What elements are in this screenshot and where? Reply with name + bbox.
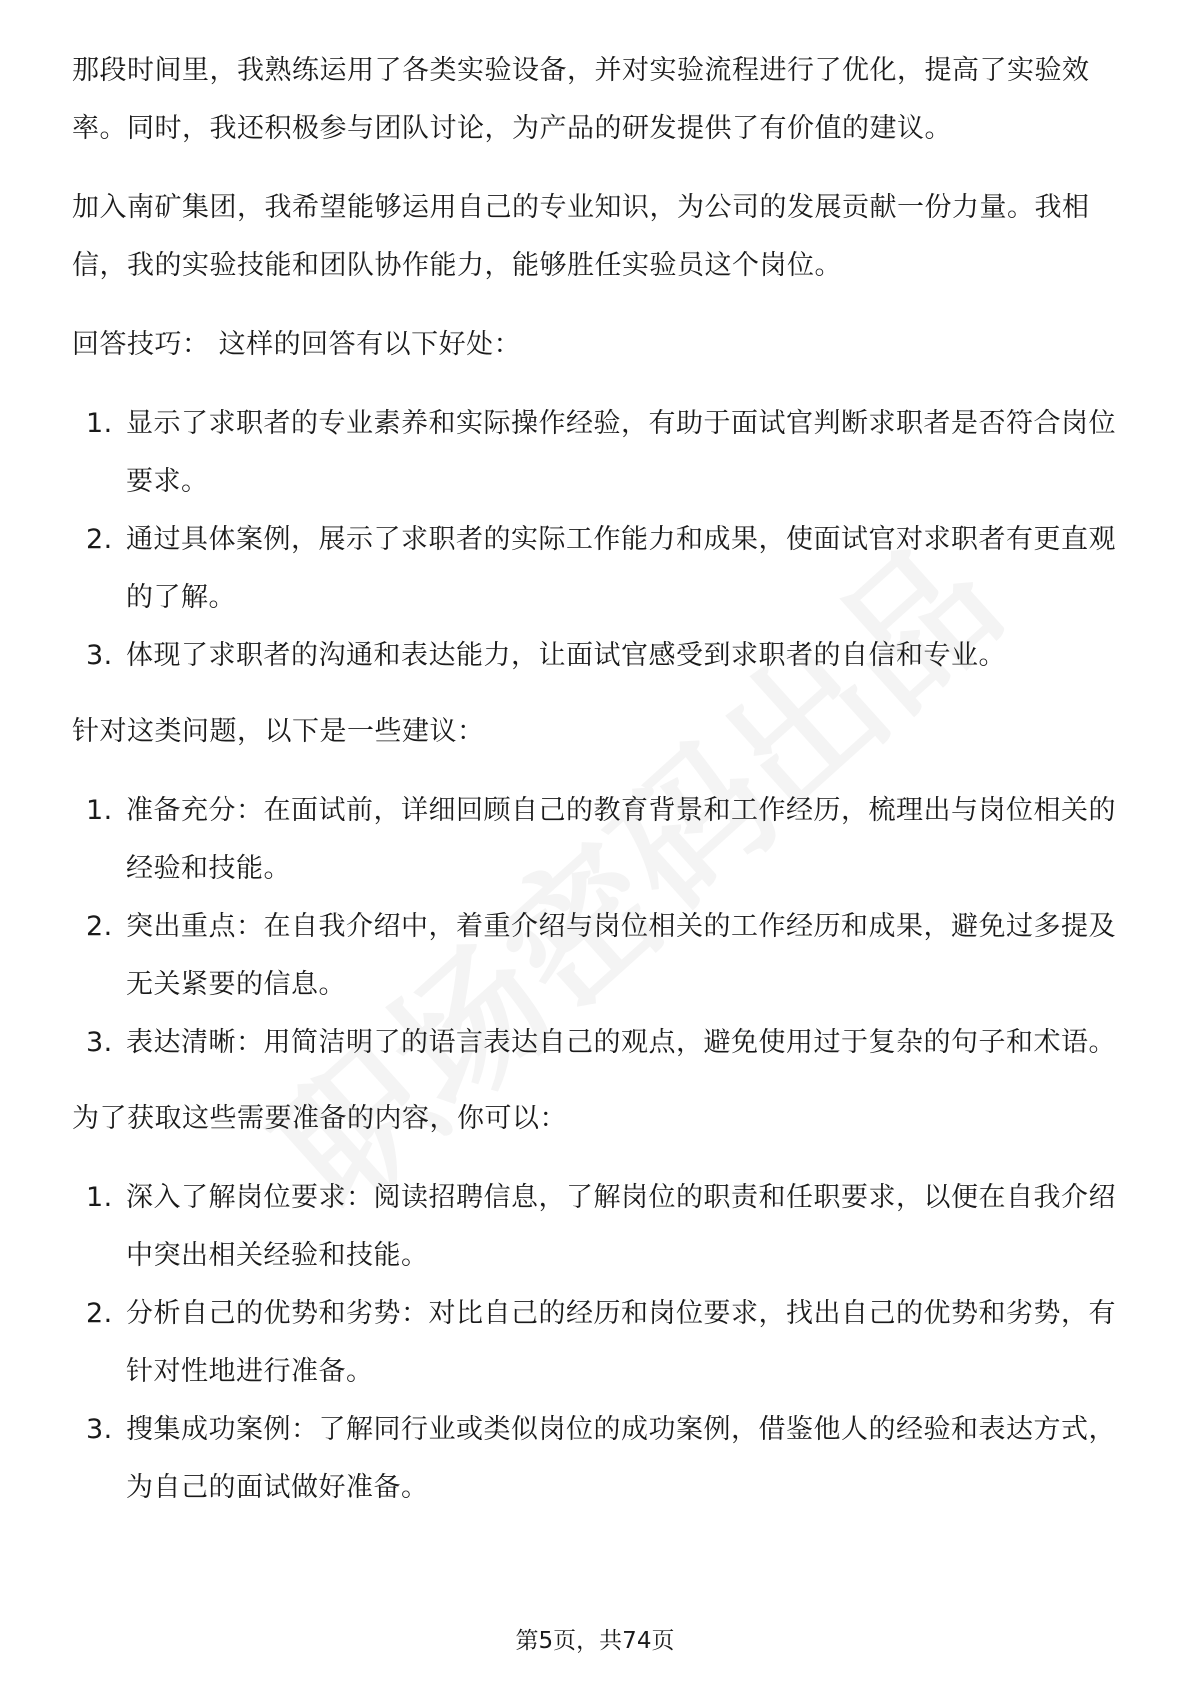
advice-list <box>72 782 1122 1072</box>
list-number: 1. <box>86 1182 113 1213</box>
list-item <box>72 782 1122 898</box>
list-item <box>72 1285 1122 1401</box>
tips-list <box>72 395 1122 685</box>
list-item-text: 搜集成功案例：了解同行业或类似岗位的成功案例，借鉴他人的经验和表达方式，为自己的面试做好准备。 <box>126 1414 1116 1503</box>
list-item <box>72 898 1122 1014</box>
intro-paragraph-2: 加入南矿集团，我希望能够运用自己的专业知识，为公司的发展贡献一份力量。我相信，我的实验技能和团队协作能力，能够胜任实验员这个岗位。 <box>72 192 1090 281</box>
list-item-text: 准备充分：在面试前，详细回顾自己的教育背景和工作经历，梳理出与岗位相关的经验和技能。 <box>126 795 1116 884</box>
list-item-text: 表达清晰：用简洁明了的语言表达自己的观点，避免使用过于复杂的句子和术语。 <box>126 1027 1116 1058</box>
list-number: 3. <box>86 640 113 671</box>
advice-heading: 针对这类问题，以下是一些建议： <box>72 716 485 747</box>
intro-paragraph-1: 那段时间里，我熟练运用了各类实验设备，并对实验流程进行了优化，提高了实验效率。同时，我还积极参与团队讨论，为产品的研发提供了有价值的建议。 <box>72 55 1090 144</box>
list-item <box>72 511 1122 627</box>
list-number: 2. <box>86 911 113 942</box>
list-item-text: 显示了求职者的专业素养和实际操作经验，有助于面试官判断求职者是否符合岗位要求。 <box>126 408 1116 497</box>
list-item <box>72 1401 1122 1517</box>
list-item <box>72 1169 1122 1285</box>
list-number: 1. <box>86 408 113 439</box>
list-item <box>72 1014 1122 1072</box>
list-number: 1. <box>86 795 113 826</box>
list-item-text: 深入了解岗位要求：阅读招聘信息，了解岗位的职责和任职要求，以便在自我介绍中突出相关经验和技能。 <box>126 1182 1116 1271</box>
prep-list <box>72 1169 1122 1517</box>
list-item <box>72 395 1122 511</box>
list-number: 3. <box>86 1027 113 1058</box>
list-item <box>72 627 1122 685</box>
list-number: 2. <box>86 524 113 555</box>
list-item-text: 突出重点：在自我介绍中，着重介绍与岗位相关的工作经历和成果，避免过多提及无关紧要的信息。 <box>126 911 1116 1000</box>
document-body <box>72 42 1122 1535</box>
list-number: 3. <box>86 1414 113 1445</box>
page-number: 第5页，共74页 <box>515 1628 675 1654</box>
prep-heading: 为了获取这些需要准备的内容，你可以： <box>72 1103 567 1134</box>
list-item-text: 分析自己的优势和劣势：对比自己的经历和岗位要求，找出自己的优势和劣势，有针对性地进行准备。 <box>126 1298 1116 1387</box>
tips-heading: 回答技巧： 这样的回答有以下好处： <box>72 329 522 360</box>
list-item-text: 通过具体案例，展示了求职者的实际工作能力和成果，使面试官对求职者有更直观的了解。 <box>126 524 1116 613</box>
list-number: 2. <box>86 1298 113 1329</box>
list-item-text: 体现了求职者的沟通和表达能力，让面试官感受到求职者的自信和专业。 <box>126 640 1006 671</box>
